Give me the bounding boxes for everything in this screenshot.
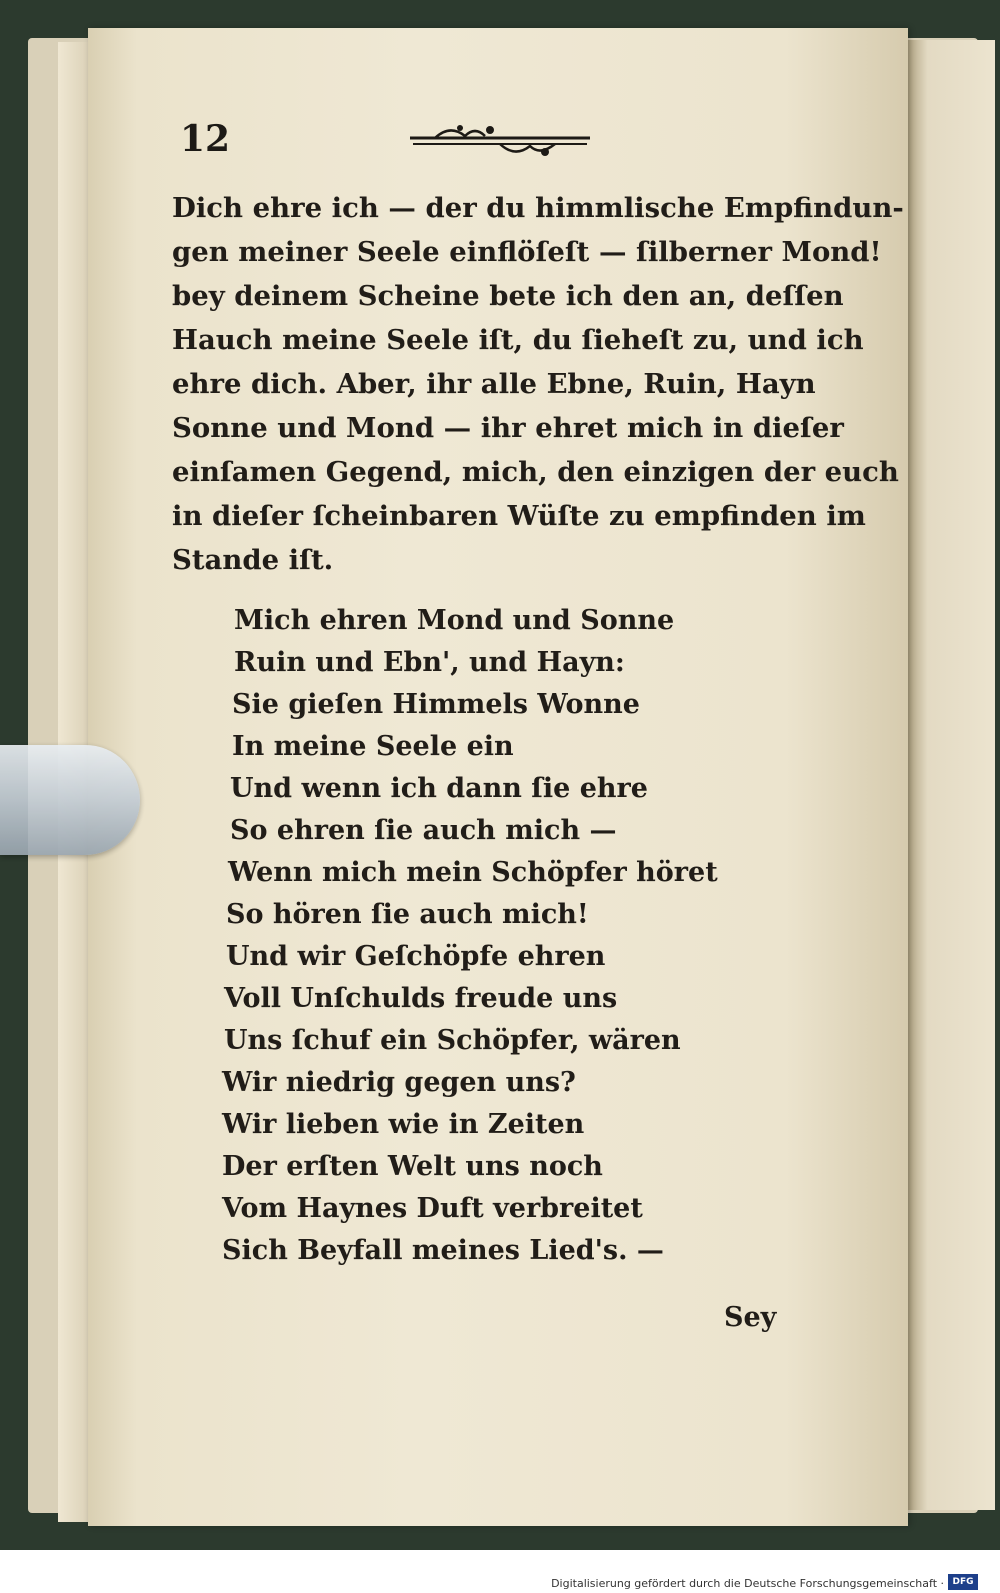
prose-line: einſamen Gegend, mich, den einzigen der euch: [172, 456, 899, 488]
facing-page-edge: [905, 40, 995, 1510]
verse-line: Wir niedrig gegen uns?: [222, 1067, 576, 1098]
verse-line: Wenn mich mein Schöpfer höret: [228, 857, 718, 888]
prose-line: Sonne und Mond — ihr ehret mich in dieſer: [172, 412, 844, 444]
verse-line: So ehren ſie auch mich —: [230, 815, 617, 846]
verse-line: Mich ehren Mond und Sonne: [234, 605, 675, 636]
verse-line: Und wenn ich dann ſie ehre: [230, 773, 648, 804]
catchword: Sey: [724, 1302, 777, 1333]
prose-line: in dieſer ſcheinbaren Wüſte zu empfinden im: [172, 500, 866, 532]
page-holder-clip: [0, 745, 140, 855]
verse-line: Sie gieſen Himmels Wonne: [232, 689, 640, 720]
verse-line: In meine Seele ein: [232, 731, 514, 762]
verse-line: Ruin und Ebn', und Hayn:: [234, 647, 625, 678]
prose-line: bey deinem Scheine bete ich den an, deſſen: [172, 280, 844, 312]
verse-line: Der erſten Welt uns noch: [222, 1151, 603, 1182]
verse-line: Vom Haynes Duft verbreitet: [222, 1193, 643, 1224]
page-number: 12: [180, 118, 231, 160]
prose-line: Dich ehre ich — der du himmlische Empfindun-: [172, 192, 904, 224]
verse-line: So hören ſie auch mich!: [226, 899, 589, 930]
prose-line: Hauch meine Seele iſt, du ſieheſt zu, und ich: [172, 324, 864, 356]
verse-line: Sich Beyfall meines Lied's. —: [222, 1235, 664, 1266]
verse-line: Und wir Geſchöpfe ehren: [226, 941, 606, 972]
prose-line: ehre dich. Aber, ihr alle Ebne, Ruin, Hayn: [172, 368, 816, 400]
verse-line: Wir lieben wie in Zeiten: [222, 1109, 585, 1140]
poem: [222, 600, 718, 1272]
prose-line: gen meiner Seele einflöſeſt — ſilberner Mond!: [172, 236, 882, 268]
ornament-vignette: [405, 118, 595, 162]
prose-paragraph: [172, 186, 904, 582]
verse-line: Voll Unſchulds freude uns: [224, 983, 618, 1014]
prose-line: Stande iſt.: [172, 544, 334, 576]
verse-line: Uns ſchuf ein Schöpfer, wären: [224, 1025, 681, 1056]
funding-credit: Digitalisierung gefördert durch die Deutsche Forschungsgemeinschaft ·: [551, 1577, 944, 1590]
dfg-logo: DFG: [948, 1574, 978, 1590]
